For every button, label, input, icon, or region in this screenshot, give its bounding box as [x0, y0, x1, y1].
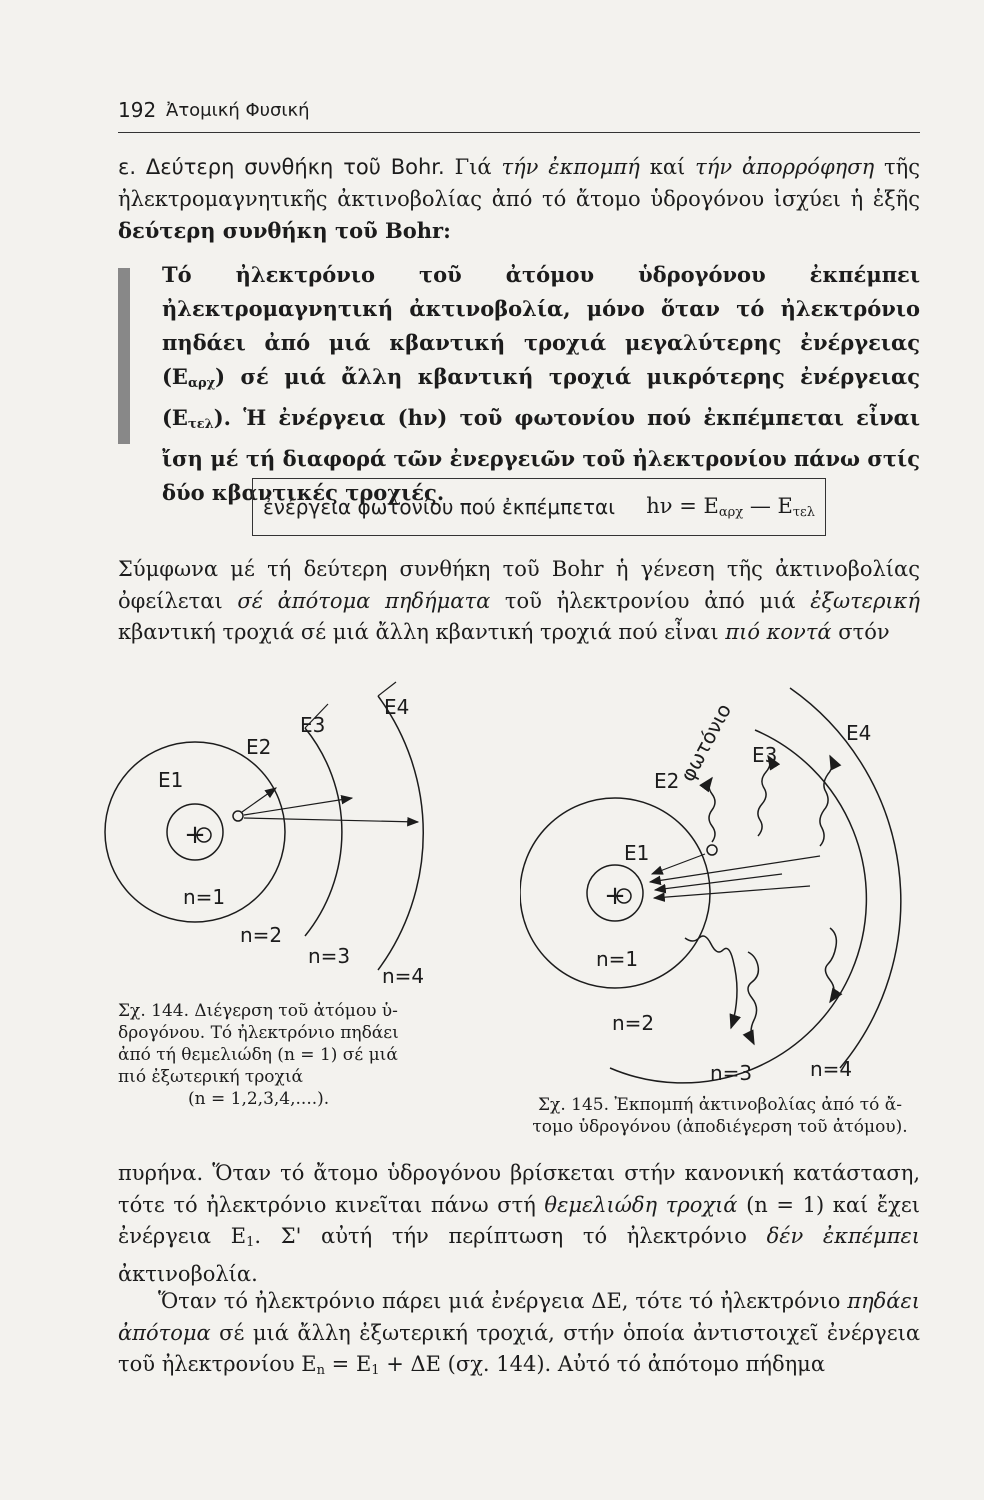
photon-wave-up-1: [709, 778, 715, 842]
label-E1: E1: [624, 841, 650, 865]
formula-expression: $h\nu = E_{\alpha\rho\chi}$ — $E_{\tau\varepsilon\lambda}$: [646, 494, 815, 520]
formula-label: ἐνέργεια φωτονίου πού ἐκπέμπεται: [263, 495, 615, 519]
label-n4: n=4: [810, 1057, 853, 1081]
label-n3: n=3: [710, 1061, 753, 1085]
e4-leader: [378, 682, 396, 696]
fall-arrow-3: [655, 874, 782, 890]
fall-arrow-2: [652, 854, 705, 874]
caption-145: Σχ. 145. Ἐκπομπή ἀκτινοβολίας ἀπό τό ἄ- τομο ὑδρογόνου (ἀποδιέγερση τοῦ ἀτόμου).: [532, 1095, 908, 1137]
caption-144: Σχ. 144. Διέγερση τοῦ ἀτόμου ὑ- δρογόνου. Τό ἠλεκτρόνιο πηδάει ἀπό τή θεμελιώδη (n = 1) σέ μιά πιό ἐξωτερική τροχιά (n = 1,2,3,4,....).: [118, 1001, 399, 1109]
label-E3: E3: [752, 743, 778, 767]
sidebar-bar: [118, 268, 130, 444]
figure-145: [520, 668, 920, 1092]
label-E2: E2: [246, 735, 272, 759]
jump-arrow-3: [244, 798, 352, 815]
label-n1: n=1: [183, 885, 226, 909]
bohr-condition-title: δεύτερη συνθήκη τοῦ Bohr:: [118, 218, 451, 243]
label-n1: n=1: [596, 947, 639, 971]
photon-wave-down-2: [748, 952, 758, 1044]
section-label: ε. Δεύτερη συνθήκη τοῦ Bohr.: [118, 155, 445, 179]
fall-arrow-4b: [654, 886, 810, 898]
label-E1: E1: [158, 768, 184, 792]
label-E3: E3: [300, 713, 326, 737]
label-n3: n=3: [308, 944, 351, 968]
label-n4: n=4: [382, 964, 425, 988]
body-paragraph-1: Σύμφωνα μέ τή δεύτερη συνθήκη τοῦ Bohr ἡ γένεση τῆς ἀκτινοβολίας ὀφείλεται σέ ἀπότομα πηδήματα τοῦ ἠλεκτρονίου ἀπό μιά ἐξωτερική κβαντική τροχιά σέ μιά ἄλλη κβαντική τροχιά πού εἶναι πιό κοντά στόν: [118, 557, 920, 644]
page-number: 192: [118, 98, 157, 122]
figure-144: [100, 680, 460, 1004]
label-photon: φωτόνιο: [675, 699, 737, 786]
label-n2: n=2: [612, 1011, 655, 1035]
photon-wave-down-1: [685, 936, 737, 1028]
photon-wave-up-2: [758, 756, 770, 836]
orbit-n4: [790, 688, 901, 1068]
photon-wave-up-3: [820, 756, 832, 846]
nucleus-plus: +: [604, 881, 626, 911]
label-n2: n=2: [240, 923, 283, 947]
body-paragraph-3: Ὅταν τό ἠλεκτρόνιο πάρει μιά ἐνέργεια ΔΕ, τότε τό ἠλεκτρόνιο πηδάει ἀπότομα σέ μιά ἄλλη ἐξωτερική τροχιά, στήν ὁποία ἀντιστοιχεῖ ἐνέργεια τοῦ ἠλεκτρονίου $E_n = E_1 + \Delta E$ (σχ. 144). Αὐτό τό ἀπότομο πήδημα: [118, 1289, 920, 1378]
body-paragraph-2: πυρήνα. Ὅταν τό ἄτομο ὑδρογόνου βρίσκεται στήν κανονική κατάσταση, τότε τό ἠλεκτρόνιο κινεῖται πάνω στή θεμελιώδη τροχιά (n = 1) καί ἔχει ἐνέργεια $E_1$. Σ' αὐτή τήν περίπτωση τό ἠλεκτρόνιο δέν ἐκπέμπει ἀκτινοβολία.: [118, 1161, 921, 1286]
electron-dot: [233, 811, 243, 821]
page-header: [118, 96, 920, 133]
orbit-n4: [378, 696, 423, 970]
label-E2: E2: [654, 769, 680, 793]
formula-box: [252, 478, 826, 536]
fall-arrow-4: [650, 856, 820, 882]
excitation-diagram: [100, 680, 460, 1000]
running-title: Ἀτομική Φυσική: [166, 100, 310, 121]
label-E4: E4: [384, 695, 410, 719]
nucleus-plus: +: [184, 820, 206, 850]
section-intro: ε. Δεύτερη συνθήκη τοῦ Bohr. Γιά τήν ἐκπομπή καί τήν ἀπορρόφηση τῆς ἠλεκτρομαγνητικῆς ἀκτινοβολίας ἀπό τό ἄτομο ὑδρογόνου ἰσχύει ἡ ἑξῆς δεύτερη συνθήκη τοῦ Bohr:: [118, 155, 920, 243]
label-E4: E4: [846, 721, 872, 745]
emission-diagram: [520, 668, 920, 1088]
electron-dot: [707, 845, 717, 855]
jump-arrow-2: [242, 788, 276, 812]
jump-arrow-4: [244, 818, 418, 822]
photon-wave-down-3: [825, 928, 836, 1002]
highlight-statement: Τό ἠλεκτρόνιο τοῦ ἀτόμου ὑδρογόνου ἐκπέμπει ἠλεκτρομαγνητική ἀκτινοβολία, μόνο ὅταν τό ἠλεκτρόνιο πηδάει ἀπό μιά κβαντική τροχιά μεγαλύτερης ἐνέργειας $(E_{\alpha\rho\chi})$ σέ μιά ἄλλη κβαντική τροχιά μικρότερης ἐνέργειας $(E_{\tau\varepsilon\lambda})$. Ἡ ἐνέργεια (hν) τοῦ φωτονίου πού ἐκπέμπεται εἶναι ἴση μέ τή διαφορά τῶν ἐνεργειῶν τοῦ ἠλεκτρονίου πάνω στίς δύο κβαντικές τροχιές.: [162, 262, 920, 505]
orbit-n3: [305, 728, 342, 936]
